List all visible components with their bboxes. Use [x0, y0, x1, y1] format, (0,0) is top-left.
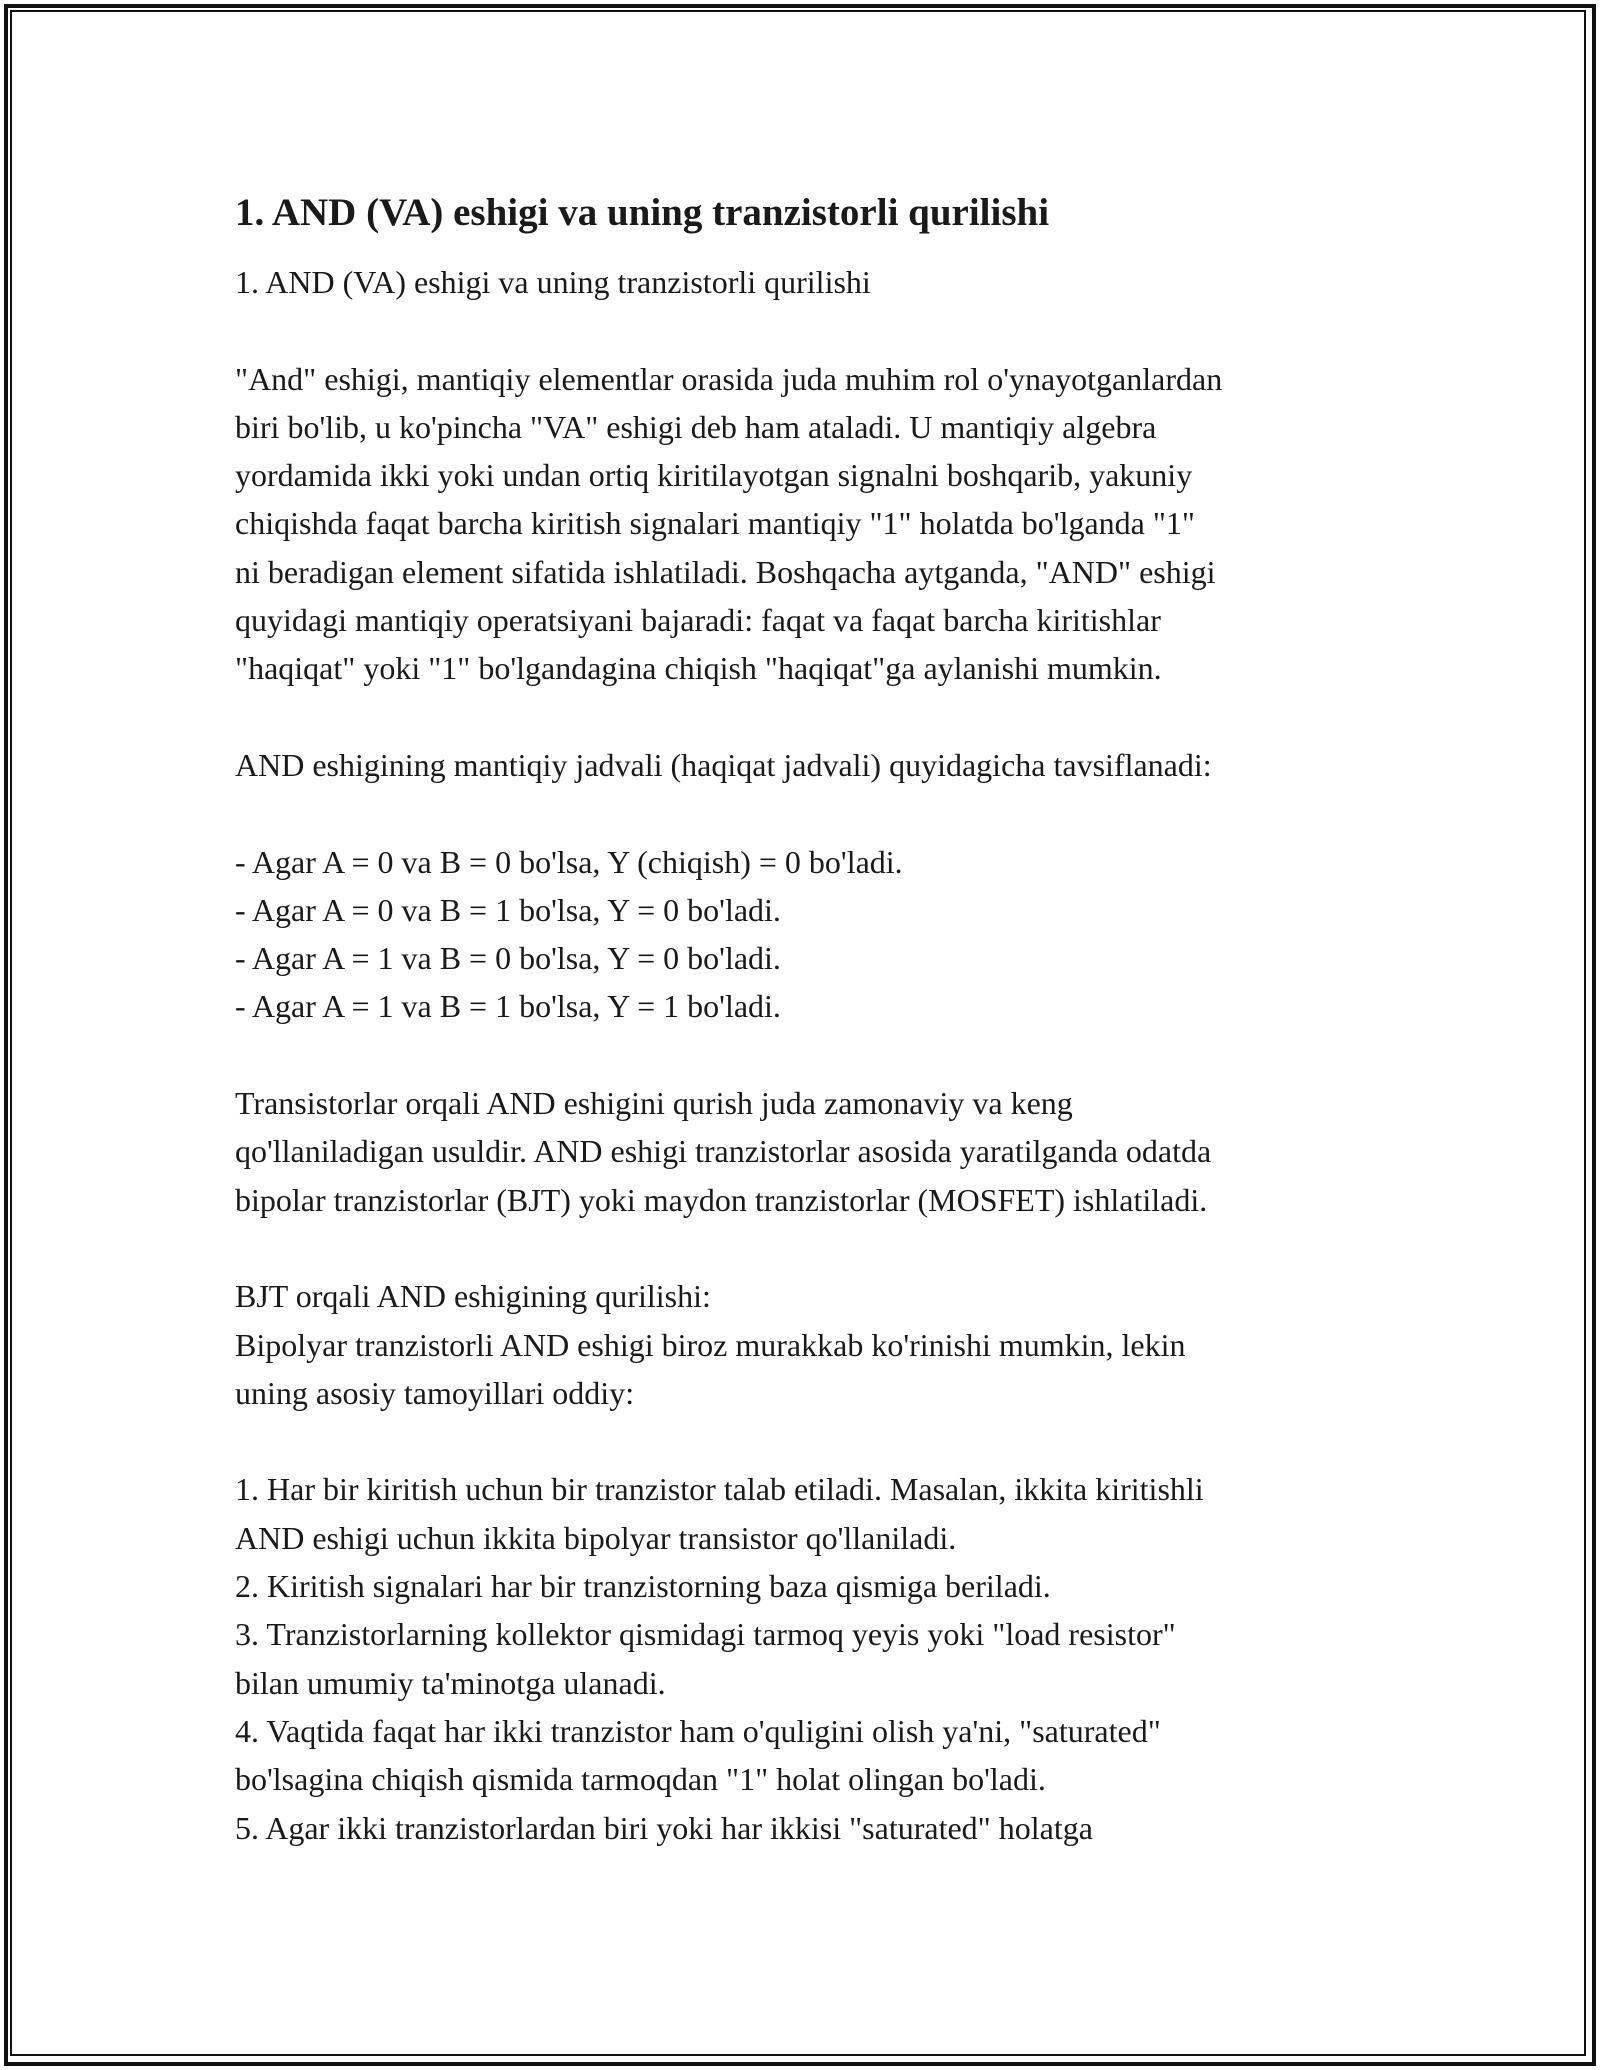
text-line: chiqishda faqat barcha kiritish signalari mantiqiy "1" holatda bo'lganda "1": [235, 505, 1195, 542]
text-line: yordamida ikki yoki undan ortiq kiritilayotgan signalni boshqarib, yakuniy: [235, 457, 1193, 494]
truth-row: - Agar A = 0 va B = 1 bo'lsa, Y = 0 bo'ladi.: [235, 891, 781, 928]
bjt-paragraph: [235, 1272, 1385, 1417]
text-line: BJT orqali AND eshigining qurilishi:: [235, 1278, 711, 1315]
step-line: 2. Kiritish signalari har bir tranzistorning baza qismiga beriladi.: [235, 1568, 1051, 1605]
document-title: 1. AND (VA) eshigi va uning tranzistorli qurilishi: [235, 191, 1050, 234]
paragraph-gap: [235, 693, 1385, 741]
text-line: Bipolyar tranzistorli AND eshigi biroz murakkab ko'rinishi mumkin, lekin: [235, 1326, 1186, 1363]
truth-row: - Agar A = 0 va B = 0 bo'lsa, Y (chiqish) = 0 bo'ladi.: [235, 843, 903, 880]
document-body: [235, 186, 1385, 1852]
text-line: Transistorlar orqali AND eshigini qurish juda zamonaviy va keng: [235, 1085, 1073, 1122]
steps-list: [235, 1465, 1385, 1851]
paragraph-gap: [235, 306, 1385, 354]
text-line: uning asosiy tamoyillari oddiy:: [235, 1374, 635, 1411]
text-line: ni beradigan element sifatida ishlatiladi. Boshqacha aytganda, "AND" eshigi: [235, 553, 1216, 590]
text-line: bipolar tranzistorlar (BJT) yoki maydon tranzistorlar (MOSFET) ishlatiladi.: [235, 1181, 1208, 1218]
step-line: 1. Har bir kiritish uchun bir tranzistor talab etiladi. Masalan, ikkita kiritishli: [235, 1471, 1204, 1508]
paragraph-gap: [235, 1031, 1385, 1079]
step-line: 5. Agar ikki tranzistorlardan biri yoki har ikkisi "saturated" holatga: [235, 1809, 1093, 1846]
intro-paragraph: [235, 355, 1385, 693]
truth-row: - Agar A = 1 va B = 0 bo'lsa, Y = 0 bo'ladi.: [235, 940, 781, 977]
step-line: 4. Vaqtida faqat har ikki tranzistor ham o'quligini olish ya'ni, "saturated": [235, 1712, 1161, 1749]
text-line: "haqiqat" yoki "1" bo'lgandagina chiqish "haqiqat"ga aylanishi mumkin.: [235, 650, 1162, 687]
text-line: quyidagi mantiqiy operatsiyani bajaradi: faqat va faqat barcha kiritishlar: [235, 602, 1161, 639]
paragraph-gap: [235, 1417, 1385, 1465]
step-line: bilan umumiy ta'minotga ulanadi.: [235, 1664, 666, 1701]
step-line: bo'lsagina chiqish qismida tarmoqdan "1" holat olingan bo'ladi.: [235, 1761, 1046, 1798]
truth-row: - Agar A = 1 va B = 1 bo'lsa, Y = 1 bo'ladi.: [235, 988, 781, 1025]
text-line: biri bo'lib, u ko'pincha "VA" eshigi deb ham ataladi. U mantiqiy algebra: [235, 408, 1157, 445]
truth-table-list: [235, 838, 1385, 1031]
document-subtitle: 1. AND (VA) eshigi va uning tranzistorli qurilishi: [235, 264, 871, 300]
transistor-paragraph: [235, 1079, 1385, 1224]
truth-table-intro: AND eshigining mantiqiy jadvali (haqiqat jadvali) quyidagicha tavsiflanadi:: [235, 746, 1212, 783]
step-line: AND eshigi uchun ikkita bipolyar transistor qo'llaniladi.: [235, 1519, 957, 1556]
step-line: 3. Tranzistorlarning kollektor qismidagi tarmoq yeyis yoki "load resistor": [235, 1616, 1176, 1653]
paragraph-gap: [235, 789, 1385, 837]
paragraph-gap: [235, 1224, 1385, 1272]
text-line: "And" eshigi, mantiqiy elementlar orasida juda muhim rol o'ynayotganlardan: [235, 360, 1223, 397]
text-line: qo'llaniladigan usuldir. AND eshigi tranzistorlar asosida yaratilganda odatda: [235, 1133, 1212, 1170]
